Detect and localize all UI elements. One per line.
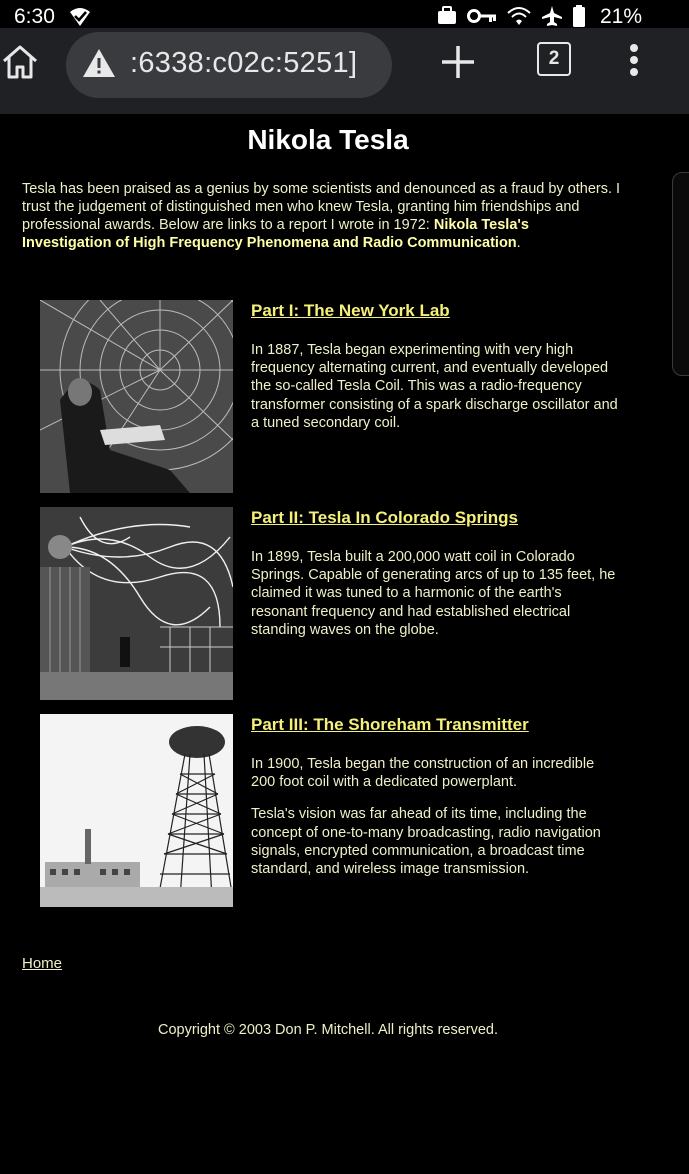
more-menu-button[interactable] xyxy=(624,40,644,80)
entry-paragraph: In 1899, Tesla built a 200,000 watt coil in Colorado Springs. Capable of generating arcs of up to 135 feet, he claimed it was tuned to a harmonic of the earth's resonant frequency and had established electrical standing waves on the globe. xyxy=(251,549,616,638)
intro-end: . xyxy=(516,235,521,251)
intro-paragraph xyxy=(22,180,622,252)
page-title: Nikola Tesla xyxy=(247,124,409,155)
status-time: 6:30 xyxy=(14,5,55,28)
part-1-link[interactable]: Part I: The New York Lab xyxy=(251,301,450,320)
home-button[interactable] xyxy=(0,42,40,82)
intro-text: Tesla has been praised as a genius by some scientists and denounced as a fraud by others. I trust the judgement of distinguished men who knew Tesla, granting him friendships and professional awards. Below are links to a report I wrote in 1972: xyxy=(22,181,621,233)
entry-paragraph: In 1900, Tesla began the construction of an incredible 200 foot coil with a dedicated powerplant. xyxy=(251,756,595,791)
tab-switcher-button[interactable]: 2 xyxy=(537,42,571,76)
new-tab-button[interactable] xyxy=(438,42,478,82)
shoreham-transmitter-photo[interactable] xyxy=(40,714,233,907)
part-3-link[interactable]: Part III: The Shoreham Transmitter xyxy=(251,715,529,734)
part-3-description xyxy=(251,755,621,892)
new-york-lab-photo[interactable] xyxy=(40,300,233,493)
url-text[interactable]: :6338:c02c:5251] xyxy=(130,47,358,79)
battery-percent: 21% xyxy=(599,5,642,28)
key-icon xyxy=(467,7,497,30)
browser-toolbar xyxy=(0,28,689,114)
report-title: Nikola Tesla's Investigation of High Frequency Phenomena and Radio Communication xyxy=(22,217,529,251)
home-link[interactable]: Home xyxy=(22,955,63,972)
entry-paragraph: Tesla's vision was far ahead of its time, including the concept of one-to-many broadcasting, radio navigation signals, encrypted communication, a broadcast time standard, and wireless image transmission. xyxy=(251,806,601,878)
warning-icon[interactable] xyxy=(82,48,116,83)
part-1-description xyxy=(251,341,621,446)
more-vert-icon xyxy=(624,40,644,80)
copyright-notice: Copyright © 2003 Don P. Mitchell. All rights reserved. xyxy=(157,1022,499,1038)
part-2-link[interactable]: Part II: Tesla In Colorado Springs xyxy=(251,508,519,527)
part-2-description xyxy=(251,548,621,653)
home-icon xyxy=(0,42,40,82)
address-bar[interactable] xyxy=(66,32,392,98)
plus-icon xyxy=(438,42,478,82)
side-scroll-handle[interactable] xyxy=(672,172,689,376)
colorado-springs-photo[interactable] xyxy=(40,507,233,700)
entry-paragraph: In 1887, Tesla began experimenting with very high frequency alternating current, and eventually developed the so-called Tesla Coil. This was a radio-frequency transformer consisting of a spark discharge oscillator and a tuned secondary coil. xyxy=(251,342,618,431)
